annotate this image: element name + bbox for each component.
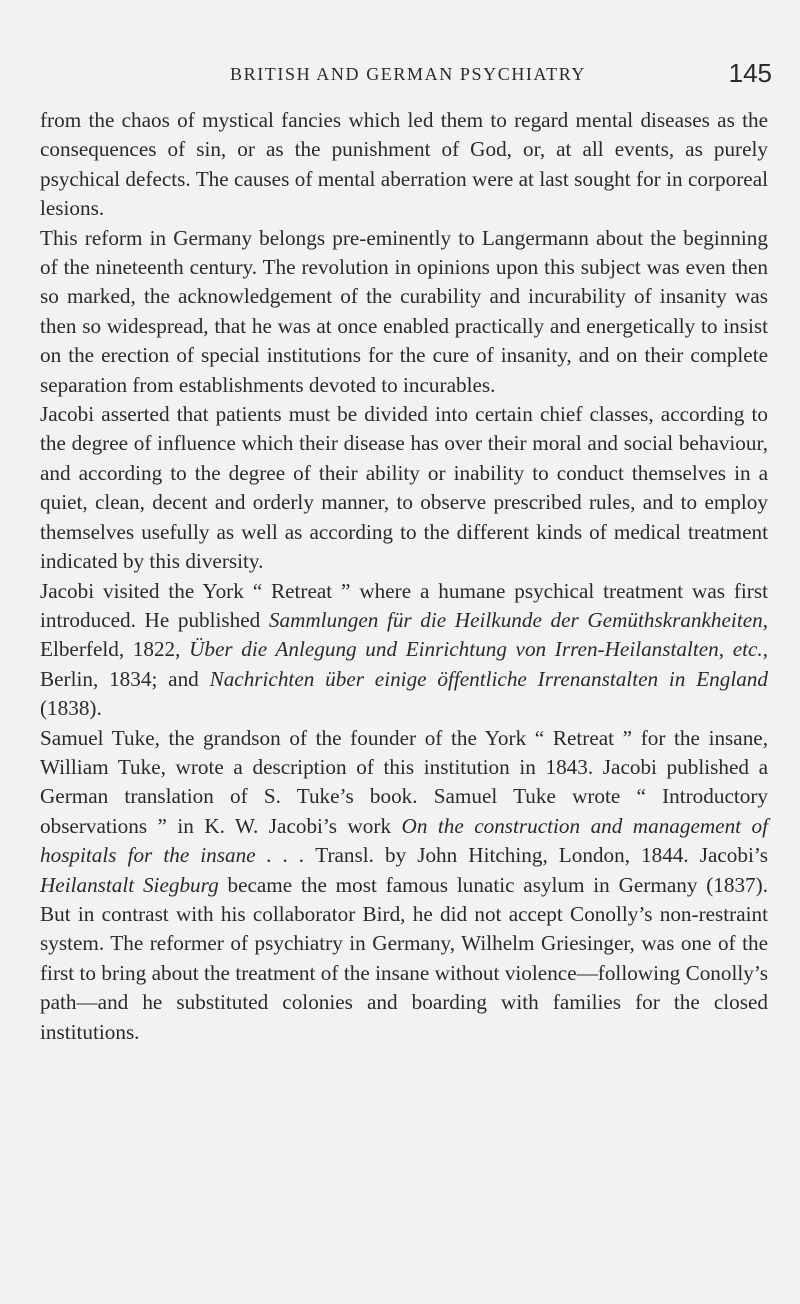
- book-title-nachrichten: Nachrichten über einige öffentliche Irrenanstalten in England: [209, 666, 768, 691]
- paragraph-2: [40, 224, 768, 400]
- paragraph-text: became the most famous lunatic asylum in Germany (1837). But in contrast with his collaborator Bird, he did not accept Conolly’s non-restraint system. The reformer of psychiatry in Germany, Wilhelm Griesinger, was one of the first to bring about the treatment of the insane without violence—following Conolly’s path—and he substituted colonies and boarding with families for the closed institutions.: [40, 872, 768, 1044]
- paragraph-text: Jacobi asserted that patients must be divided into certain chief classes, according to the degree of influence which their disease has over their moral and social behaviour, and according to the degree of their ability or inability to conduct themselves in a quiet, clean, decent and orderly manner, to observe prescribed rules, and to employ themselves usefully as well as according to the different kinds of medical treatment indicated by this diversity.: [40, 402, 768, 574]
- body-text: [40, 106, 768, 1047]
- paragraph-1: [40, 106, 768, 224]
- book-title-anlegung: Über die Anlegung und Einrichtung von Irren-Heilanstalten, etc.,: [189, 637, 769, 662]
- paragraph-text: (1838).: [40, 696, 102, 721]
- institution-name-siegburg: Heilanstalt Siegburg: [40, 872, 219, 897]
- paragraph-text: Jacobi visited the York “ Retreat ” where a humane psychical treatment was first introduced. He published: [40, 578, 768, 632]
- running-title: BRITISH AND GERMAN PSYCHIATRY: [230, 64, 586, 84]
- paragraph-4: [40, 577, 768, 724]
- paragraph-text: Transl. by John Hitching, London, 1844. Jacobi’s: [304, 843, 769, 868]
- page-number: 145: [728, 58, 772, 88]
- paragraph-text: This reform in Germany belongs pre-eminently to Langermann about the beginning of the nineteenth century. The revolution in opinions upon this subject was even then so marked, the acknowledgement of the curability and incurability of insanity was then so widespread, that he was at once enabled practically and energetically to insist on the erection of special institutions for the cure of insanity, and on their complete separation from establishments devoted to incurables.: [40, 225, 768, 397]
- book-title-construction: On the construction and management of hospitals for the insane . . .: [40, 813, 769, 868]
- paragraph-text: from the chaos of mystical fancies which led them to regard mental diseases as the consequences of sin, or as the punishment of God, or, at all events, as purely psychical defects. The causes of mental aberration were at last sought for in corporeal lesions.: [40, 108, 768, 221]
- paragraph-text: Elberfeld, 1822,: [40, 637, 190, 662]
- paragraph-5: [40, 724, 768, 1047]
- paragraph-text: Berlin, 1834; and: [40, 666, 210, 691]
- paragraph-3: [40, 400, 768, 576]
- paragraph-text: Samuel Tuke, the grandson of the founder of the York “ Retreat ” for the insane, William Tuke, wrote a description of this institution in 1843. Jacobi published a German translation of S. Tuke’s book. Samuel Tuke wrote “ Introductory observations ” in K. W. Jacobi’s work: [40, 725, 768, 838]
- running-header: [40, 60, 776, 100]
- book-title-sammlungen: Sammlungen für die Heilkunde der Gemüthskrankheiten,: [268, 607, 768, 632]
